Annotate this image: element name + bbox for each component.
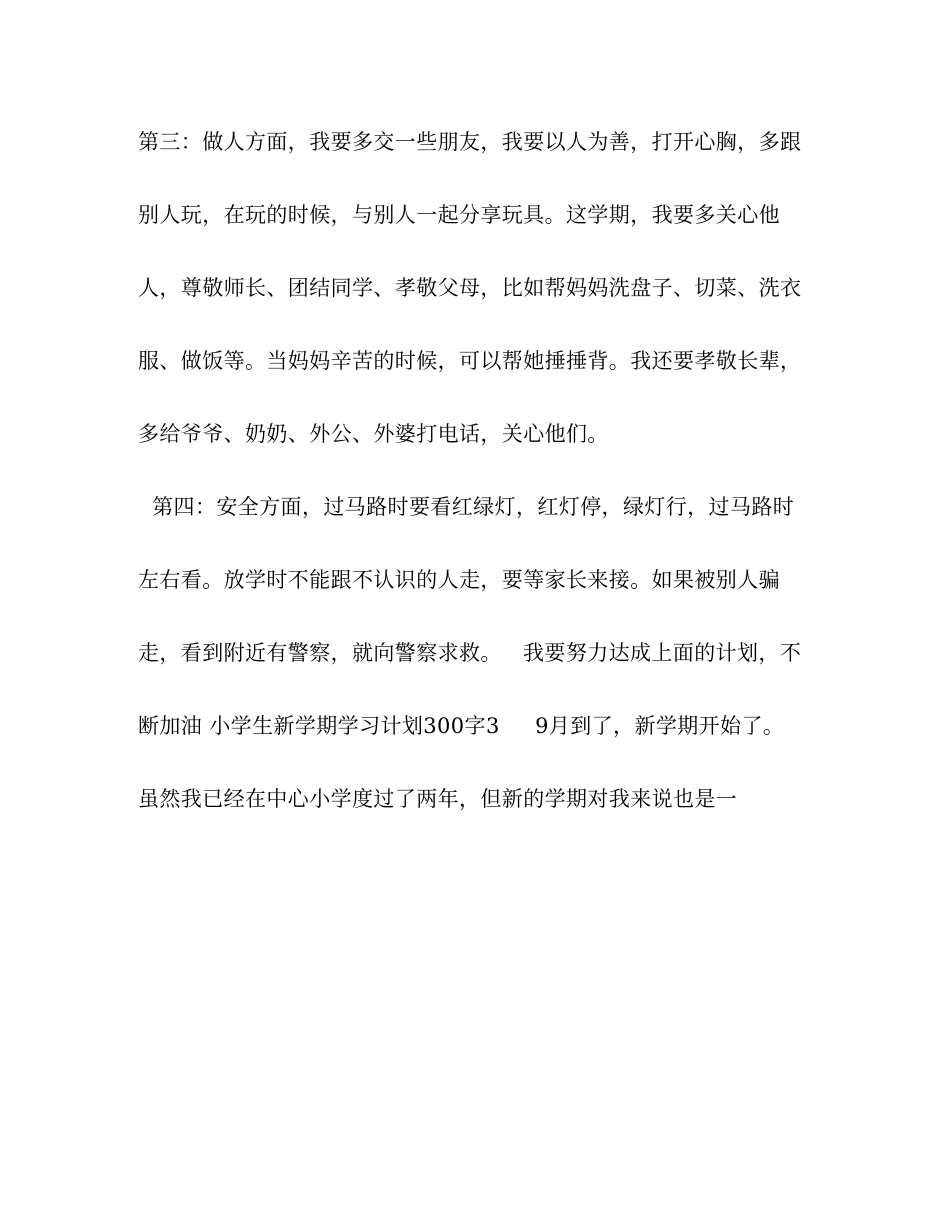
text-line: 走，看到附近有警察，就向警察求救。 我要努力达成上面的计划，不: [138, 641, 802, 665]
text-line: 第四：安全方面，过马路时要看红绿灯，红灯停，绿灯行，过马路时: [138, 495, 795, 519]
text-line: 多给爷爷、奶奶、外公、外婆打电话，关心他们。: [138, 422, 609, 446]
text-line: 虽然我已经在中心小学度过了两年，但新的学期对我来说也是一: [138, 787, 738, 811]
text-line: 人，尊敬师长、团结同学、孝敬父母，比如帮妈妈洗盘子、切菜、洗衣: [138, 276, 802, 300]
text-line: 断加油 小学生新学期学习计划300字3 9月到了，新学期开始了。: [138, 714, 785, 738]
text-line: 第三：做人方面，我要多交一些朋友，我要以人为善，打开心胸，多跟: [138, 130, 802, 154]
text-line: 服、做饭等。当妈妈辛苦的时候，可以帮她捶捶背。我还要孝敬长辈，: [138, 349, 802, 373]
text-line: 左右看。放学时不能跟不认识的人走，要等家长来接。如果被别人骗: [138, 568, 780, 592]
text-line: 别人玩，在玩的时候，与别人一起分享玩具。这学期，我要多关心他: [138, 203, 780, 227]
